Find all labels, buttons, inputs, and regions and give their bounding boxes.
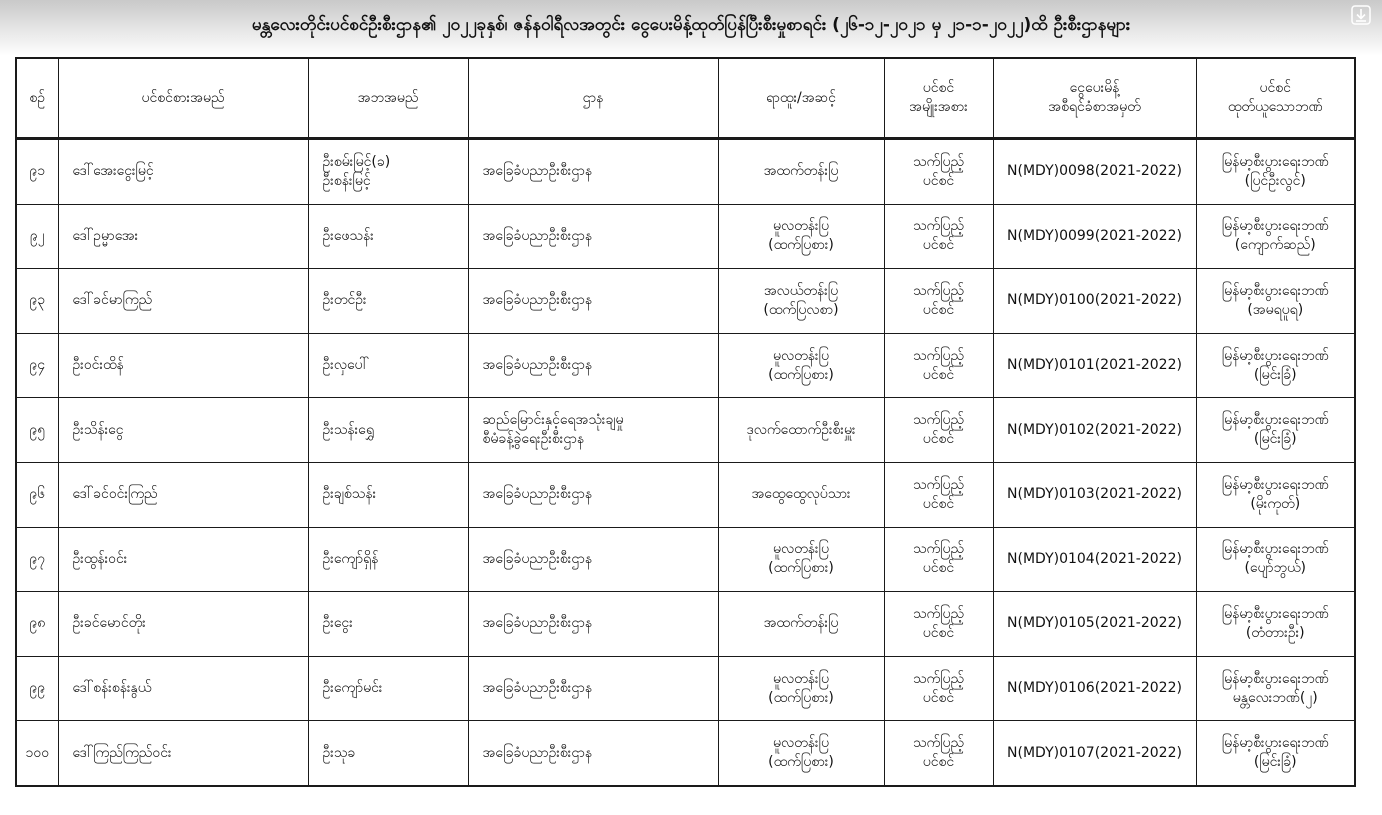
rank-line: (ထက်ပြစား): [768, 754, 834, 771]
pensioner-name: ဦးသိန်းငွေ: [58, 398, 308, 463]
bank: [1196, 204, 1355, 269]
pension-type-line: ပင်စင်: [922, 366, 955, 383]
report-number: N(MDY)0102(2021-2022): [993, 398, 1196, 463]
pension-type-line: သက်ပြည့်: [912, 153, 965, 170]
bank-line: မြန်မာ့စီးပွားရေးဘဏ်: [1221, 282, 1329, 299]
bank-line: (အမရပူရ): [1247, 301, 1304, 318]
report-number: N(MDY)0106(2021-2022): [993, 656, 1196, 721]
father-name-line: ဦးသန်းရွှေ: [322, 421, 375, 438]
rank: [718, 269, 884, 334]
rank: [718, 656, 884, 721]
bank: [1196, 462, 1355, 527]
pension-type-line: ပင်စင်: [922, 689, 955, 706]
rank-line: (ထက်ပြစား): [768, 366, 834, 383]
rank-line: မူလတန်းပြ: [773, 347, 829, 364]
father-name: [308, 721, 468, 786]
header-label: ပင်စင်: [922, 80, 955, 96]
header-row: [16, 58, 1355, 139]
father-name: [308, 398, 468, 463]
report-number: N(MDY)0107(2021-2022): [993, 721, 1196, 786]
bank-line: (မြင်းခြံ): [1253, 754, 1297, 771]
department-line: အခြေခံပညာဦးစီးဌာန: [482, 680, 593, 697]
report-number: N(MDY)0101(2021-2022): [993, 333, 1196, 398]
bank: [1196, 333, 1355, 398]
pension-type: [884, 269, 993, 334]
rank-line: ဒုလက်ထောက်ဦးစီးမှူး: [746, 421, 856, 438]
bank-line: မြန်မာ့စီးပွားရေးဘဏ်: [1221, 605, 1329, 622]
department-line: အခြေခံပညာဦးစီးဌာန: [482, 744, 593, 761]
rank-line: (ထက်ပြစား): [768, 237, 834, 254]
pension-table: [15, 57, 1356, 787]
department: [468, 333, 718, 398]
pensioner-name: ဦးခင်မောင်တိုး: [58, 592, 308, 657]
bank-line: မြန်မာ့စီးပွားရေးဘဏ်: [1221, 735, 1329, 752]
report-number: N(MDY)0098(2021-2022): [993, 139, 1196, 205]
pension-type-line: သက်ပြည့်: [912, 218, 965, 235]
pensioner-name: ဒေါ်ခင်ဝင်းကြည်: [58, 462, 308, 527]
download-icon[interactable]: [1351, 5, 1371, 25]
header-col-rank: [718, 58, 884, 139]
rank: [718, 204, 884, 269]
table-row: [16, 139, 1355, 205]
rank: [718, 527, 884, 592]
header-label: ရာထူး/အဆင့်: [766, 89, 836, 106]
department-line: အခြေခံပညာဦးစီးဌာန: [482, 357, 593, 374]
rank: [718, 462, 884, 527]
rank-line: အထက်တန်းပြ: [763, 163, 839, 180]
father-name-line: ဦးငွေး: [322, 615, 353, 632]
rank: [718, 592, 884, 657]
department-line: အခြေခံပညာဦးစီးဌာန: [482, 227, 593, 244]
pension-type: [884, 527, 993, 592]
row-number: ၉၁: [16, 139, 58, 205]
table-row: [16, 333, 1355, 398]
row-number: ၉၃: [16, 269, 58, 334]
pensioner-name: ဦးထွန်းဝင်း: [58, 527, 308, 592]
rank-line: မူလတန်းပြ: [773, 218, 829, 235]
pension-type-line: ပင်စင်: [922, 431, 955, 448]
rank-line: မူလတန်းပြ: [773, 541, 829, 558]
row-number: ၉၂: [16, 204, 58, 269]
header-label: ထုတ်ယူသောဘဏ်: [1227, 99, 1323, 115]
pension-type-line: ပင်စင်: [922, 172, 955, 189]
header-col-report-no: [993, 58, 1196, 139]
pension-type-line: သက်ပြည့်: [912, 347, 965, 364]
department-line: ဆည်မြောင်းနှင့်ရေအသုံးချမှု: [482, 412, 624, 429]
bank-line: (မိုးကုတ်): [1250, 495, 1301, 512]
page-title: မန္တလေးတိုင်းပင်စင်ဦးစီးဌာန၏ ၂၀၂၂ခုနှစ်၊ ဇန်နဝါရီလအတွင်း ငွေပေးမိန့်ထုတ်ပြန်ပြီးစီးမှုစာရင်း (၂၆-၁၂-၂၀၂၁ မှ ၂၁-၁-၂၀၂၂)ထိ ဦးစီးဌာနများ: [251, 15, 1131, 35]
bank-line: မြန်မာ့စီးပွားရေးဘဏ်: [1221, 218, 1329, 235]
table-row: [16, 398, 1355, 463]
bank-line: မြန်မာ့စီးပွားရေးဘဏ်: [1221, 541, 1329, 558]
father-name: [308, 269, 468, 334]
rank: [718, 721, 884, 786]
pension-type-line: ပင်စင်: [922, 754, 955, 771]
bank-line: (ကျောက်ဆည်): [1234, 237, 1316, 254]
pension-type-line: ပင်စင်: [922, 560, 955, 577]
report-number: N(MDY)0099(2021-2022): [993, 204, 1196, 269]
table-row: [16, 269, 1355, 334]
department-line: အခြေခံပညာဦးစီးဌာန: [482, 292, 593, 309]
row-number: ၉၈: [16, 592, 58, 657]
father-name: [308, 139, 468, 205]
department-line: အခြေခံပညာဦးစီးဌာန: [482, 615, 593, 632]
rank-line: အလယ်တန်းပြ: [763, 282, 839, 299]
header-label: ပင်စင်: [1259, 80, 1291, 96]
bank-line: မြန်မာ့စီးပွားရေးဘဏ်: [1221, 347, 1329, 364]
header-col-department: [468, 58, 718, 139]
bank-line: မြန်မာ့စီးပွားရေးဘဏ်: [1221, 476, 1329, 493]
pensioner-name: ဒေါ်ဥမ္မာအေး: [58, 204, 308, 269]
header-col-father: [308, 58, 468, 139]
department-line: အခြေခံပညာဦးစီးဌာန: [482, 550, 593, 567]
department: [468, 656, 718, 721]
rank: [718, 333, 884, 398]
table-row: [16, 462, 1355, 527]
row-number: ၉၄: [16, 333, 58, 398]
table-row: [16, 527, 1355, 592]
bank: [1196, 527, 1355, 592]
department: [468, 462, 718, 527]
row-number: ၉၉: [16, 656, 58, 721]
bank-line: (မြင်းခြံ): [1253, 366, 1297, 383]
department: [468, 527, 718, 592]
bank: [1196, 656, 1355, 721]
bank-line: (တံတားဦး): [1245, 624, 1305, 641]
header-col-name: [58, 58, 308, 139]
header-col-no: [16, 58, 58, 139]
rank-line: အထွေထွေလုပ်သား: [751, 486, 851, 503]
rank: [718, 139, 884, 205]
pension-type-line: သက်ပြည့်: [912, 605, 965, 622]
pension-type: [884, 462, 993, 527]
father-name-line: ဦးသုခ: [322, 744, 356, 761]
pension-type: [884, 656, 993, 721]
father-name: [308, 656, 468, 721]
pension-type: [884, 592, 993, 657]
pension-type-line: သက်ပြည့်: [912, 670, 965, 687]
pension-type-line: ပင်စင်: [922, 624, 955, 641]
table-row: [16, 721, 1355, 786]
pensioner-name: ဒေါ်အေးငွေးမြင့်: [58, 139, 308, 205]
father-name-line: ဦးကျော်မင်း: [322, 680, 383, 697]
father-name: [308, 462, 468, 527]
bank-line: (ပျော်ဘွယ်): [1244, 560, 1307, 577]
bank-line: (ပြင်ဦးလွင်): [1244, 172, 1306, 189]
rank-line: (ထက်ပြစား): [768, 560, 834, 577]
header-label: ပင်စင်စားအမည်: [141, 89, 225, 106]
bank-line: မြန်မာ့စီးပွားရေးဘဏ်: [1221, 670, 1329, 687]
bank-line: မြန်မာ့စီးပွားရေးဘဏ်: [1221, 412, 1329, 429]
report-number: N(MDY)0103(2021-2022): [993, 462, 1196, 527]
department: [468, 398, 718, 463]
bank-line: (မြင်းခြံ): [1253, 431, 1297, 448]
bank-line: မြန်မာ့စီးပွားရေးဘဏ်: [1221, 153, 1329, 170]
table-row: [16, 204, 1355, 269]
bank: [1196, 721, 1355, 786]
father-name-line: ဦးလှပေါ်: [322, 357, 369, 374]
header-label: ဌာန: [582, 89, 604, 106]
pensioner-name: ဦးဝင်းထိန်: [58, 333, 308, 398]
father-name-line: ဦးဖေသန်း: [322, 227, 374, 244]
header-col-pension-type: [884, 58, 993, 139]
father-name-line: ဦးစန်းမြင့်: [322, 172, 371, 189]
bank: [1196, 592, 1355, 657]
table-row: [16, 656, 1355, 721]
table-row: [16, 592, 1355, 657]
pension-type: [884, 333, 993, 398]
father-name: [308, 204, 468, 269]
father-name: [308, 527, 468, 592]
department-line: အခြေခံပညာဦးစီးဌာန: [482, 486, 593, 503]
table-body: [16, 139, 1355, 787]
rank: [718, 398, 884, 463]
row-number: ၉၇: [16, 527, 58, 592]
report-number: N(MDY)0105(2021-2022): [993, 592, 1196, 657]
pensioner-name: ဒေါ်ကြည်ကြည်ဝင်း: [58, 721, 308, 786]
department: [468, 269, 718, 334]
pension-type: [884, 204, 993, 269]
department-line: စီမံခန့်ခွဲရေးဦးစီးဌာန: [482, 431, 585, 448]
pension-type-line: ပင်စင်: [922, 301, 955, 318]
header-col-bank: [1196, 58, 1355, 139]
pension-type-line: သက်ပြည့်: [912, 282, 965, 299]
pension-type-line: သက်ပြည့်: [912, 735, 965, 752]
father-name-line: ဦးတင်ဦး: [322, 292, 367, 309]
header-label: အစီရင်ခံစာအမှတ်: [1048, 99, 1141, 115]
rank-line: မူလတန်းပြ: [773, 670, 829, 687]
rank-line: မူလတန်းပြ: [773, 735, 829, 752]
department: [468, 592, 718, 657]
department: [468, 204, 718, 269]
father-name-line: ဦးကျော်ရှိန်: [322, 550, 379, 567]
pensioner-name: ဒေါ်ခင်မာကြည်: [58, 269, 308, 334]
row-number: ၁၀၀: [16, 721, 58, 786]
pension-type: [884, 139, 993, 205]
bank-line: မန္တလေးဘဏ်(၂): [1232, 689, 1318, 706]
father-name-line: ဦးစမ်းမြင့်(ခ): [322, 153, 391, 170]
pension-type-line: သက်ပြည့်: [912, 476, 965, 493]
father-name: [308, 333, 468, 398]
pension-type: [884, 398, 993, 463]
pension-type-line: ပင်စင်: [922, 495, 955, 512]
bank: [1196, 398, 1355, 463]
rank-line: (ထက်ပြလစာ): [763, 301, 839, 318]
bank: [1196, 139, 1355, 205]
header-label: အမျိုးအစား: [909, 99, 968, 115]
header-label: ငွေပေးမိန့်: [1069, 80, 1120, 96]
rank-line: အထက်တန်းပြ: [763, 615, 839, 632]
father-name-line: ဦးချစ်သန်း: [322, 486, 377, 503]
pension-type-line: သက်ပြည့်: [912, 412, 965, 429]
bank: [1196, 269, 1355, 334]
pension-type: [884, 721, 993, 786]
header-label: အဘအမည်: [357, 89, 419, 106]
rank-line: (ထက်ပြစား): [768, 689, 834, 706]
row-number: ၉၆: [16, 462, 58, 527]
pension-type-line: သက်ပြည့်: [912, 541, 965, 558]
department-line: အခြေခံပညာဦးစီးဌာန: [482, 163, 593, 180]
header-label: စဉ်: [29, 89, 46, 106]
department: [468, 721, 718, 786]
department: [468, 139, 718, 205]
pensioner-name: ဒေါ်စန်းစန်းနွယ်: [58, 656, 308, 721]
report-number: N(MDY)0100(2021-2022): [993, 269, 1196, 334]
pension-type-line: ပင်စင်: [922, 237, 955, 254]
father-name: [308, 592, 468, 657]
report-number: N(MDY)0104(2021-2022): [993, 527, 1196, 592]
row-number: ၉၅: [16, 398, 58, 463]
